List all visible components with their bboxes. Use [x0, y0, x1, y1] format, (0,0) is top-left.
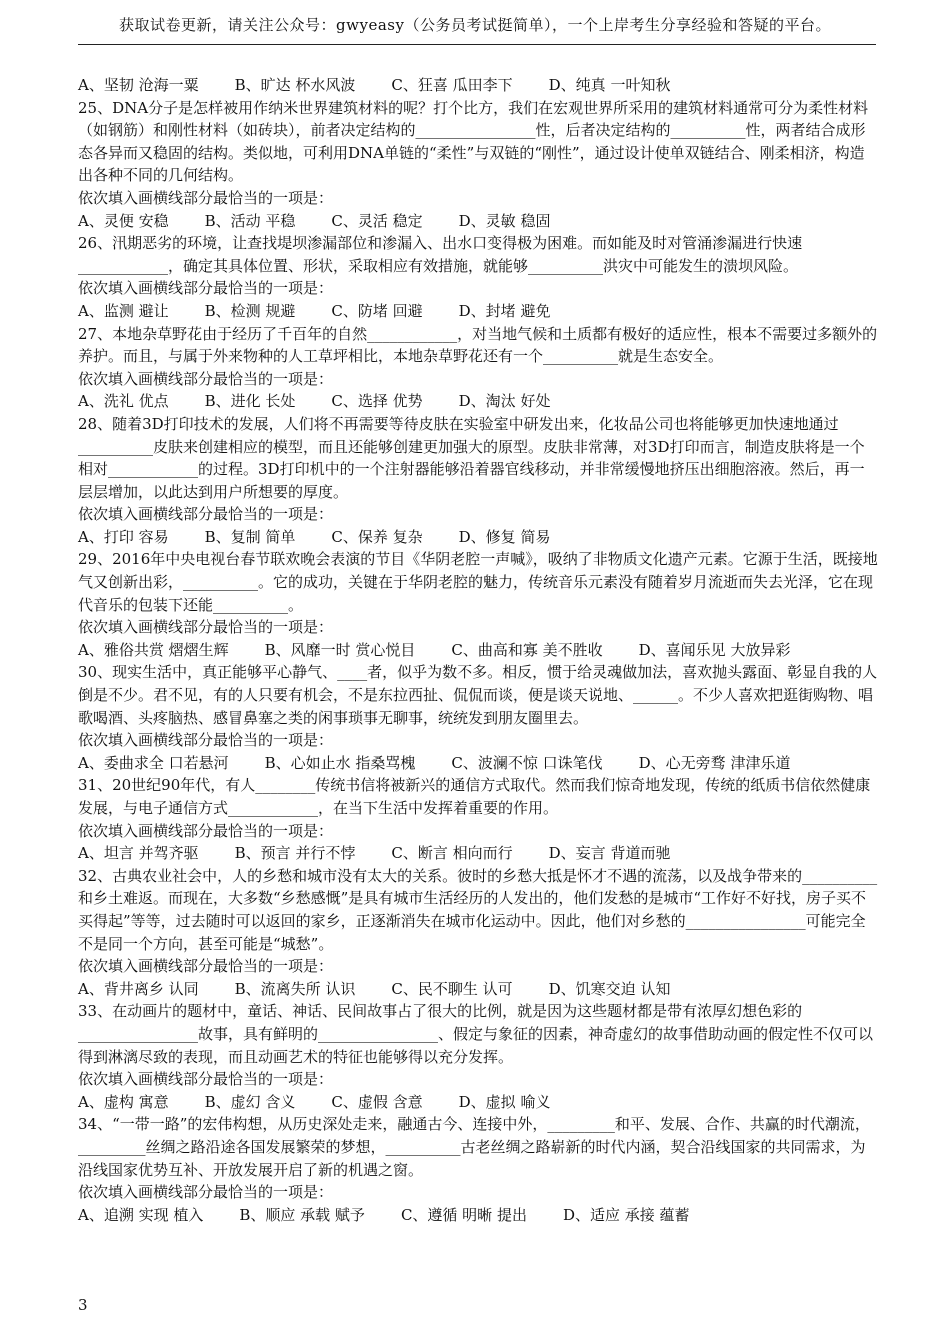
option-b: B、流离失所 认识 — [234, 979, 356, 998]
option-a: A、洗礼 优点 — [78, 392, 169, 411]
question-32 — [78, 865, 878, 1001]
option-b: B、顺应 承载 赋予 — [239, 1205, 365, 1224]
question-stem: 30、现实生活中，真正能够平心静气、____者，似乎为数不多。相反，惯于给灵魂做加法，喜欢抛头露面、彰显自我的人倒是不少。君不见，有的人只要有机会，不是东拉西扯、侃侃而谈，便是谈天说地、______。不少人喜欢把逛街购物、唱歌喝酒、头疼脑热、感冒鼻塞之类的闲事琐事无聊事，统统发到朋友圈里去。 — [78, 663, 878, 727]
option-a: A、打印 容易 — [78, 527, 169, 546]
question-options — [78, 639, 878, 662]
option-a: A、背井离乡 认同 — [78, 979, 199, 998]
question-options — [78, 300, 878, 323]
option-d: D、淘汰 好处 — [458, 392, 551, 411]
option-d: D、灵敏 稳固 — [458, 211, 551, 230]
option-a: A、追溯 实现 植入 — [78, 1205, 204, 1224]
option-b: B、风靡一时 赏心悦目 — [264, 640, 416, 659]
option-b: B、心如止水 指桑骂槐 — [264, 753, 416, 772]
question-stem: 32、古典农业社会中，人的乡愁和城市没有太大的关系。彼时的乡愁大抵是怀才不遇的流荡，以及战争带来的__________和乡土难返。而现在，大多数“乡愁感慨”是具有城市生活经历的人发出的，他们发愁的是城市“工作好不好找，房子买不买得起”等等，过去随时可以返回的家乡，正逐渐消失在城市化运动中。因此，他们对乡愁的________________可能完全不是同一个方向，甚至可能是“城愁”。 — [78, 866, 878, 953]
question-stem: 31、20世纪90年代，有人________传统书信将被新兴的通信方式取代。然而我们惊奇地发现，传统的纸质书信依然健康发展，与电子通信方式____________，在当下生活中发挥着重要的作用。 — [78, 776, 871, 817]
option-b: B、旷达 杯水风波 — [234, 76, 356, 94]
question-prompt: 依次填入画横线部分最恰当的一项是： — [78, 1070, 334, 1089]
question-options — [78, 1091, 878, 1114]
question-26 — [78, 232, 878, 322]
option-a: A、灵便 安稳 — [78, 211, 169, 230]
option-c: C、民不聊生 认可 — [391, 979, 513, 998]
question-stem: 25、DNA分子是怎样被用作纳米世界建筑材料的呢？打个比方，我们在宏观世界所采用的建筑材料通常可分为柔性材料（如钢筋）和刚性材料（如砖块），前者决定结构的________________性，后者决定结构的__________性，两者结合成形态各异而又稳固的结构。类似地，可利用DNA单链的“柔性”与双链的“刚性”，通过设计使单双链结合、刚柔相济，构造出各种不同的几何结构。 — [78, 98, 869, 185]
question-prompt: 依次填入画横线部分最恰当的一项是： — [78, 279, 334, 298]
exam-content — [78, 74, 878, 1226]
option-a: A、雅俗共赏 熠熠生辉 — [78, 640, 229, 659]
question-29 — [78, 548, 878, 661]
question-stem: 26、汛期恶劣的环境，让查找堤坝渗漏部位和渗漏入、出水口变得极为困难。而如能及时对管涌渗漏进行快速____________，确定其具体位置、形状，采取相应有效措施，就能够__________洪灾中可能发生的溃坝风险。 — [78, 234, 803, 275]
question-33 — [78, 1000, 878, 1113]
option-d: D、妄言 背道而驰 — [548, 844, 671, 863]
option-b: B、虚幻 含义 — [204, 1092, 296, 1111]
question-stem: 28、随着3D打印技术的发展，人们将不再需要等待皮肤在实验室中研发出来，化妆品公司也将能够更加快速地通过__________皮肤来创建相应的模型，而且还能够创建更加强大的原型。皮肤非常薄，对3D打印而言，制造皮肤将是一个相对____________的过程。3D打印机中的一个注射器能够沿着器官线移动，并非常缓慢地挤压出细胞溶液。然后，再一层层增加，以此达到用户所想要的厚度。 — [78, 414, 865, 501]
option-d: D、修复 简易 — [458, 527, 551, 546]
question-prompt: 依次填入画横线部分最恰当的一项是： — [78, 188, 334, 207]
question-27 — [78, 323, 878, 413]
question-prompt: 依次填入画横线部分最恰当的一项是： — [78, 618, 334, 637]
question-options — [78, 210, 878, 233]
option-d: D、饥寒交迫 认知 — [548, 979, 671, 998]
question-prompt: 依次填入画横线部分最恰当的一项是： — [78, 821, 334, 840]
question-stem: 27、本地杂草野花由于经历了千百年的自然____________，对当地气候和土质都有极好的适应性，根本不需要过多额外的养护。而且，与属于外来物种的人工草坪相比，本地杂草野花还有一个__________就是生态安全。 — [78, 324, 878, 366]
question-30 — [78, 661, 878, 774]
option-c: C、遵循 明晰 提出 — [400, 1205, 527, 1224]
question-prompt: 依次填入画横线部分最恰当的一项是： — [78, 1183, 334, 1202]
option-a: A、坚韧 沧海一粟 — [78, 76, 199, 94]
carryover-options — [78, 74, 878, 97]
page-header: 获取试卷更新，请关注公众号：gwyeasy（公务员考试挺简单），一个上岸考生分享经验和答疑的平台。 — [119, 16, 831, 34]
option-c: C、狂喜 瓜田李下 — [391, 76, 513, 94]
option-b: B、检测 规避 — [204, 301, 296, 320]
question-prompt: 依次填入画横线部分最恰当的一项是： — [78, 369, 334, 388]
question-options — [78, 1204, 878, 1227]
option-a: A、监测 避让 — [78, 301, 169, 320]
option-a: A、坦言 并驾齐驱 — [78, 844, 199, 863]
question-stem: 33、在动画片的题材中，童话、神话、民间故事占了很大的比例，就是因为这些题材都是带有浓厚幻想色彩的________________故事，具有鲜明的________________、假定与象征的因素，神奇虚幻的故事借助动画的假定性不仅可以得到淋漓尽致的表现，而且动画艺术的特征也能够得以充分发挥。 — [78, 1002, 874, 1066]
option-b: B、进化 长处 — [204, 392, 296, 411]
option-c: C、灵活 稳定 — [331, 211, 423, 230]
question-options — [78, 978, 878, 1001]
question-options — [78, 390, 878, 413]
option-b: B、预言 并行不悖 — [234, 844, 356, 863]
option-a: A、虚构 寓意 — [78, 1092, 169, 1111]
question-stem: 29、2016年中央电视台春节联欢晚会表演的节目《华阴老腔一声喊》，吸纳了非物质文化遗产元素。它源于生活，既接地气又创新出彩，__________。它的成功，关键在于华阴老腔的魅力，传统音乐元素没有随着岁月流逝而失去光泽，它在现代音乐的包装下还能__________。 — [78, 550, 878, 614]
option-c: C、保养 复杂 — [331, 527, 423, 546]
option-c: C、波澜不惊 口诛笔伐 — [451, 753, 603, 772]
option-a: A、委曲求全 口若悬河 — [78, 753, 229, 772]
option-c: C、虚假 含意 — [331, 1092, 423, 1111]
option-c: C、断言 相向而行 — [391, 844, 513, 863]
question-prompt: 依次填入画横线部分最恰当的一项是： — [78, 957, 334, 976]
header-divider — [78, 44, 876, 45]
question-prompt: 依次填入画横线部分最恰当的一项是： — [78, 505, 334, 524]
question-prompt: 依次填入画横线部分最恰当的一项是： — [78, 731, 334, 750]
option-d: D、纯真 一叶知秋 — [548, 76, 671, 94]
question-28 — [78, 413, 878, 549]
question-options — [78, 842, 878, 865]
option-d: D、适应 承接 蕴蓄 — [562, 1205, 690, 1224]
option-d: D、封堵 避免 — [458, 301, 551, 320]
option-b: B、复制 简单 — [204, 527, 296, 546]
option-d: D、心无旁骛 津津乐道 — [638, 753, 791, 772]
option-c: C、曲高和寡 美不胜收 — [451, 640, 603, 659]
option-c: C、防堵 回避 — [331, 301, 423, 320]
option-c: C、选择 优势 — [331, 392, 423, 411]
question-stem: 34、“一带一路”的宏伟构想，从历史深处走来，融通古今、连接中外，_________和平、发展、合作、共赢的时代潮流，_________丝绸之路沿途各国发展繁荣的梦想，__________古老丝绸之路崭新的时代内涵，契合沿线国家的共同需求，为沿线国家优势互补、开放发展开启了新的机遇之窗。 — [78, 1115, 870, 1179]
question-options — [78, 752, 878, 775]
question-25 — [78, 97, 878, 233]
page-number: 3 — [78, 1296, 88, 1314]
option-d: D、虚拟 喻义 — [458, 1092, 551, 1111]
question-31 — [78, 774, 878, 864]
question-34 — [78, 1113, 878, 1226]
question-options — [78, 526, 878, 549]
option-d: D、喜闻乐见 大放异彩 — [638, 640, 791, 659]
option-b: B、活动 平稳 — [204, 211, 296, 230]
